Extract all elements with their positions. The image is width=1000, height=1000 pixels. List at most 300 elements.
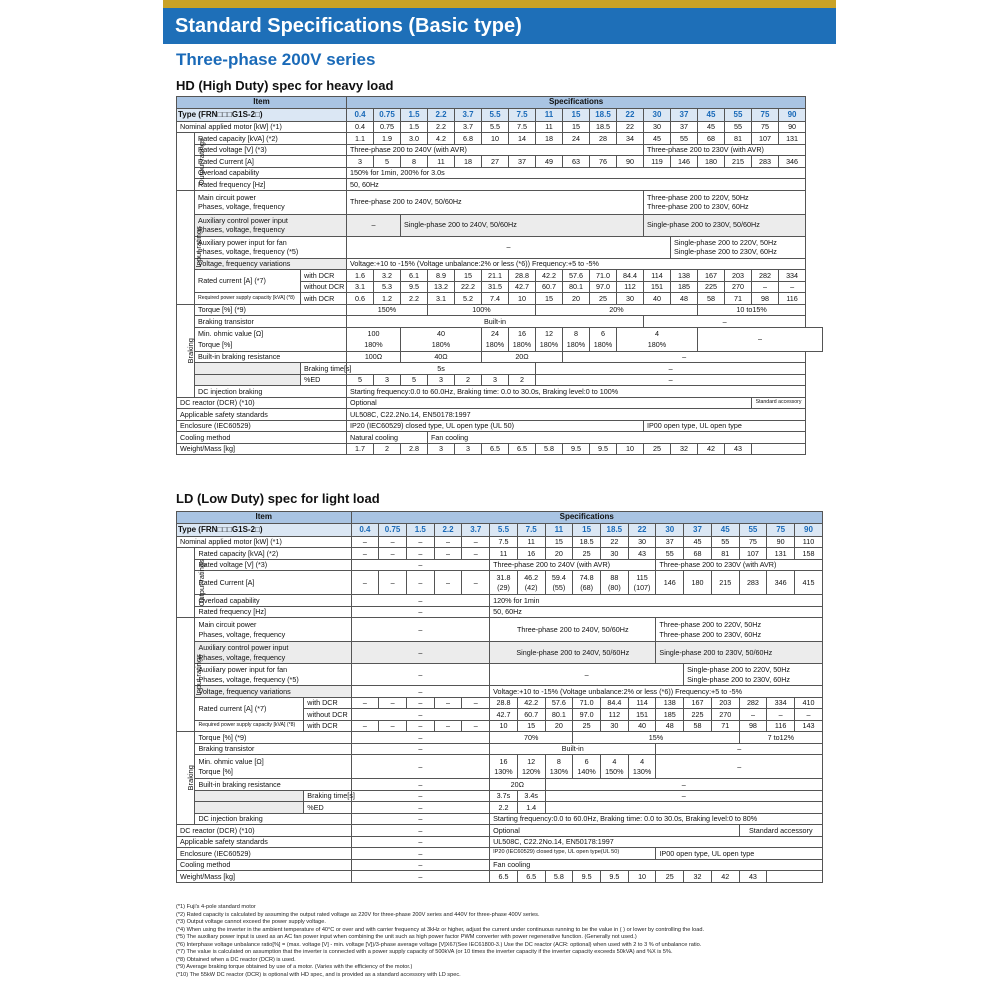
voltage-label: Rated voltage [V] (*3) bbox=[195, 559, 351, 571]
footnote: (*10) The 55kW DC reactor (DCR) is optional with HD spec, and is provided as a standard accessory with LD spec. bbox=[176, 971, 461, 978]
dcr-cell-b: Standard accessory bbox=[752, 397, 806, 409]
rc-cell: 60.7 bbox=[517, 709, 545, 721]
ed-cell: 2.2 bbox=[490, 802, 518, 814]
main-power-label bbox=[195, 190, 347, 214]
ohm-value: 16 bbox=[518, 329, 526, 339]
type-cell: 45 bbox=[711, 523, 739, 536]
current-derated: (55) bbox=[552, 582, 566, 592]
mass-row bbox=[177, 443, 823, 455]
input-ratings-label: Input ratings bbox=[193, 226, 203, 268]
type-cell: 0.4 bbox=[347, 108, 374, 121]
rc-cell: 80.1 bbox=[545, 709, 573, 721]
torque-cell-b: 15% bbox=[573, 732, 739, 744]
enclosure-cell-b: IP00 open type, UL open type bbox=[656, 848, 823, 860]
motor-cell: 0.75 bbox=[374, 121, 401, 133]
req-cell: 0.6 bbox=[347, 293, 374, 305]
frequency-row bbox=[177, 179, 823, 191]
mass-empty-cell bbox=[767, 871, 823, 883]
rc-cell: 112 bbox=[617, 281, 644, 293]
fan-label-line1: Auxiliary power input for fan bbox=[198, 665, 288, 675]
rc-cell: 84.4 bbox=[617, 270, 644, 282]
rc-cell: 185 bbox=[671, 281, 698, 293]
capacity-cell: 131 bbox=[767, 548, 795, 560]
motor-row bbox=[177, 121, 823, 133]
ohm-value: 8 bbox=[574, 329, 578, 339]
type-cell: 3.7 bbox=[462, 523, 490, 536]
ohm-torque: 140% bbox=[577, 767, 596, 776]
current-cell: 146 bbox=[671, 156, 698, 168]
mass-cell: 43 bbox=[739, 871, 767, 883]
mass-cell: 3 bbox=[455, 443, 482, 455]
mass-cell: 5.8 bbox=[536, 443, 563, 455]
capacity-cell: 25 bbox=[573, 548, 601, 560]
type-cell: 37 bbox=[684, 523, 712, 536]
without-dcr-label: without DCR bbox=[304, 709, 351, 721]
rc-cell: – bbox=[752, 281, 779, 293]
dc-braking-cell: Starting frequency:0.0 to 60.0Hz, Braking time: 0.0 to 30.0s, Braking level:0 to 100% bbox=[347, 386, 806, 398]
ohm-cell bbox=[490, 755, 518, 779]
capacity-cell: 24 bbox=[563, 133, 590, 145]
fan-b-line2: Single-phase 200 to 230V, 60Hz bbox=[687, 674, 790, 684]
motor-cell: 90 bbox=[779, 121, 806, 133]
fan-power-row bbox=[177, 236, 823, 258]
mass-cell: 9.5 bbox=[563, 443, 590, 455]
type-cell: 22 bbox=[628, 523, 656, 536]
rc-cell: 57.6 bbox=[545, 697, 573, 709]
safety-label: Applicable safety standards bbox=[177, 836, 352, 848]
main-power-label-line2: Phases, voltage, frequency bbox=[198, 202, 285, 211]
ohm-cell bbox=[401, 327, 482, 351]
dash-cell: – bbox=[351, 743, 490, 755]
motor-cell: – bbox=[434, 536, 462, 548]
voltage-label: Rated voltage [V] (*3) bbox=[195, 144, 347, 156]
main-power-b-line2: Three-phase 200 to 230V, 60Hz bbox=[647, 202, 749, 211]
vf-label: Voltage, frequency variations bbox=[195, 258, 347, 270]
capacity-cell: 68 bbox=[698, 133, 725, 145]
capacity-cell: 55 bbox=[671, 133, 698, 145]
req-cell: 15 bbox=[517, 720, 545, 732]
current-derated: (29) bbox=[497, 582, 510, 592]
main-power-label-line1: Main circuit power bbox=[198, 620, 257, 630]
capacity-cell: 3.0 bbox=[401, 133, 428, 145]
dash-cell: – bbox=[462, 571, 490, 595]
ohm-torque: 180% bbox=[364, 339, 383, 349]
bres-cell: 100Ω bbox=[347, 351, 401, 363]
mass-cell: 6.5 bbox=[482, 443, 509, 455]
type-cell: 15 bbox=[563, 108, 590, 121]
req-cell: 30 bbox=[600, 720, 628, 732]
fan-label-line2: Phases, voltage, frequency (*5) bbox=[198, 247, 299, 256]
cooling-label: Cooling method bbox=[177, 432, 347, 444]
mass-cell: 25 bbox=[644, 443, 671, 455]
type-cell: 7.5 bbox=[517, 523, 545, 536]
req-cell: 25 bbox=[573, 720, 601, 732]
req-cell: 143 bbox=[795, 720, 823, 732]
ed-dash-cell: – bbox=[536, 374, 806, 386]
mass-cell: 6.5 bbox=[490, 871, 518, 883]
enclosure-cell-b: IP00 open type, UL open type bbox=[644, 420, 806, 432]
capacity-cell: 20 bbox=[545, 548, 573, 560]
footnotes bbox=[176, 904, 826, 979]
type-label: Type (FRN□□□G1S-2□) bbox=[177, 523, 352, 536]
type-cell: 18.5 bbox=[600, 523, 628, 536]
type-cell: 5.5 bbox=[490, 523, 518, 536]
ed-label: %ED bbox=[301, 374, 347, 386]
with-dcr-label: with DCR bbox=[301, 293, 347, 305]
motor-cell: 75 bbox=[752, 121, 779, 133]
capacity-cell: 131 bbox=[779, 133, 806, 145]
ohm-torque: 130% bbox=[632, 767, 652, 776]
bres-dash-cell: – bbox=[545, 779, 822, 791]
rc-cell: 138 bbox=[671, 270, 698, 282]
rc-cell: 185 bbox=[656, 709, 684, 721]
mass-cell: 43 bbox=[725, 443, 752, 455]
req-cell: 48 bbox=[671, 293, 698, 305]
ohm-value: 100 bbox=[367, 329, 380, 339]
capacity-cell: – bbox=[462, 548, 490, 560]
series-title: Three-phase 200V series bbox=[176, 50, 376, 69]
rc-cell: 80.1 bbox=[563, 281, 590, 293]
motor-cell: 45 bbox=[684, 536, 712, 548]
ohm-value: 40 bbox=[437, 329, 445, 339]
req-cell: 5.2 bbox=[455, 293, 482, 305]
enclosure-cell-a: IP20 (IEC60529) closed type, UL open type(UL 50) bbox=[490, 848, 656, 860]
dash-cell: – bbox=[351, 848, 490, 860]
req-cell: 71 bbox=[711, 720, 739, 732]
rc-cell: 334 bbox=[779, 270, 806, 282]
rc-cell: 5.3 bbox=[374, 281, 401, 293]
braking-time-label: Braking time[s] bbox=[301, 363, 347, 375]
transistor-cell-b: – bbox=[656, 743, 823, 755]
capacity-cell: 107 bbox=[752, 133, 779, 145]
output-ratings-label: Output ratings bbox=[196, 137, 206, 185]
req-cell: 116 bbox=[767, 720, 795, 732]
current-value: 88 bbox=[610, 573, 619, 583]
ohm-dash-cell: – bbox=[656, 755, 823, 779]
ed-cell: 5 bbox=[347, 374, 374, 386]
ohm-torque: 130% bbox=[549, 767, 569, 776]
braking-time-row bbox=[177, 790, 823, 802]
ohm-cell bbox=[509, 327, 536, 351]
frequency-cell: 50, 60Hz bbox=[347, 179, 806, 191]
type-cell: 18.5 bbox=[590, 108, 617, 121]
motor-cell: – bbox=[406, 536, 434, 548]
required-capacity-row bbox=[177, 720, 823, 732]
dash-cell: – bbox=[351, 571, 379, 595]
fan-b-line1: Single-phase 200 to 220V, 50Hz bbox=[674, 237, 777, 247]
capacity-cell: 10 bbox=[482, 133, 509, 145]
rc-cell: – bbox=[739, 709, 767, 721]
rc-cell: 114 bbox=[644, 270, 671, 282]
transistor-label: Braking transistor bbox=[195, 743, 351, 755]
rc-cell: 71.0 bbox=[590, 270, 617, 282]
current-derated: (107) bbox=[633, 582, 651, 592]
ohm-torque: 180% bbox=[593, 339, 613, 349]
rc-cell: 270 bbox=[711, 709, 739, 721]
transistor-label: Braking transistor bbox=[195, 316, 347, 328]
fan-b-line2: Single-phase 200 to 230V, 60Hz bbox=[674, 247, 777, 256]
current-cell: 180 bbox=[698, 156, 725, 168]
transistor-cell-a: Built-in bbox=[347, 316, 644, 328]
req-cell: 58 bbox=[684, 720, 712, 732]
req-cell: 116 bbox=[779, 293, 806, 305]
ohm-value: 4 bbox=[655, 329, 659, 339]
dcr-row bbox=[177, 825, 823, 837]
torque-cell-d: 10 to15% bbox=[698, 304, 806, 316]
ohm-cell bbox=[347, 327, 401, 351]
type-row bbox=[177, 108, 823, 121]
dash-cell: – bbox=[351, 779, 490, 791]
dc-braking-label: DC injection braking bbox=[195, 813, 351, 825]
mass-cell: 32 bbox=[684, 871, 712, 883]
ed-cell: 3 bbox=[428, 374, 455, 386]
type-cell: 5.5 bbox=[482, 108, 509, 121]
with-dcr-label: with DCR bbox=[304, 697, 351, 709]
motor-cell: 1.5 bbox=[401, 121, 428, 133]
frequency-label: Rated frequency [Hz] bbox=[195, 606, 351, 618]
motor-label: Nominal applied motor [kW] (*1) bbox=[177, 121, 347, 133]
dash-cell: – bbox=[406, 720, 434, 732]
voltage-row bbox=[177, 559, 823, 571]
capacity-label: Rated capacity [kVA] (*2) bbox=[195, 548, 351, 560]
dash-cell: – bbox=[434, 571, 462, 595]
torque-label: Torque [%] (*9) bbox=[195, 304, 347, 316]
vf-row bbox=[177, 686, 823, 698]
ohm-label-line1: Min. ohmic value [Ω] bbox=[198, 756, 264, 766]
rc-cell: 28.8 bbox=[490, 697, 518, 709]
voltage-cell-b: Three-phase 200 to 230V (with AVR) bbox=[656, 559, 823, 571]
capacity-cell: 28 bbox=[590, 133, 617, 145]
fan-cell-b bbox=[671, 236, 806, 258]
fan-cell-b bbox=[684, 664, 823, 686]
mass-cell: 2.8 bbox=[401, 443, 428, 455]
motor-cell: 37 bbox=[671, 121, 698, 133]
vf-cell: Voltage:+10 to -15% (Voltage unbalance:2% or less (*6)) Frequency:+5 to -5% bbox=[347, 258, 806, 270]
table-header-row bbox=[177, 512, 823, 524]
braking-time-label: Braking time[s] bbox=[304, 790, 351, 802]
overload-cell: 150% for 1min, 200% for 3.0s bbox=[347, 167, 806, 179]
current-cell: 119 bbox=[644, 156, 671, 168]
rc-cell: 97.0 bbox=[573, 709, 601, 721]
req-cell: 10 bbox=[509, 293, 536, 305]
ed-cell: 2 bbox=[509, 374, 536, 386]
dash-cell: – bbox=[379, 571, 407, 595]
main-power-b-line2: Three-phase 200 to 230V, 60Hz bbox=[659, 629, 762, 639]
type-cell: 30 bbox=[656, 523, 684, 536]
ohm-torque: 180% bbox=[485, 339, 505, 349]
capacity-cell: – bbox=[406, 548, 434, 560]
current-cell: 346 bbox=[767, 571, 795, 595]
current-cell: 63 bbox=[563, 156, 590, 168]
spec-header: Specifications bbox=[347, 97, 806, 109]
capacity-cell: – bbox=[434, 548, 462, 560]
type-cell: 2.2 bbox=[434, 523, 462, 536]
safety-cell: UL508C, C22.2No.14, EN50178:1997 bbox=[347, 409, 806, 421]
type-label: Type (FRN□□□G1S-2□) bbox=[177, 108, 347, 121]
torque-row bbox=[177, 732, 823, 744]
ohm-label-line2: Torque [%] bbox=[198, 339, 233, 349]
voltage-cell-b: Three-phase 200 to 230V (with AVR) bbox=[644, 144, 806, 156]
main-power-cell-a: Three-phase 200 to 240V, 50/60Hz bbox=[490, 618, 656, 642]
footnote: (*2) Rated capacity is calculated by assuming the output rated voltage as 220V for three-phase 200V series and 440V for three-phase 400V series. bbox=[176, 911, 540, 918]
ohm-value: 12 bbox=[545, 329, 553, 339]
main-power-label-line1: Main circuit power bbox=[198, 192, 256, 202]
dcr-row bbox=[177, 397, 823, 409]
item-header: Item bbox=[177, 97, 347, 109]
rc-cell: 3.2 bbox=[374, 270, 401, 282]
motor-cell: 7.5 bbox=[509, 121, 536, 133]
mass-label: Weight/Mass [kg] bbox=[177, 871, 352, 883]
capacity-cell: 14 bbox=[509, 133, 536, 145]
cooling-cell-a: Natural cooling bbox=[347, 432, 428, 444]
dash-cell: – bbox=[351, 732, 490, 744]
aux-dash-cell: – bbox=[347, 214, 401, 236]
ohm-torque: 180% bbox=[512, 339, 532, 349]
btime-cell: 3.4s bbox=[517, 790, 545, 802]
fan-label-line2: Phases, voltage, frequency (*5) bbox=[198, 674, 299, 684]
capacity-cell: 1.1 bbox=[347, 133, 374, 145]
transistor-cell-b: – bbox=[644, 316, 806, 328]
transistor-row bbox=[177, 316, 823, 328]
motor-cell: 7.5 bbox=[490, 536, 518, 548]
type-cell: 45 bbox=[698, 108, 725, 121]
rc-cell: 6.1 bbox=[401, 270, 428, 282]
ohm-cell bbox=[517, 755, 545, 779]
capacity-cell: 45 bbox=[644, 133, 671, 145]
type-cell: 55 bbox=[739, 523, 767, 536]
dash-cell: – bbox=[351, 825, 490, 837]
dash-cell: – bbox=[406, 571, 434, 595]
ed-row bbox=[177, 374, 823, 386]
bres-cell: 20Ω bbox=[490, 779, 545, 791]
capacity-cell: 107 bbox=[739, 548, 767, 560]
rc-cell: 225 bbox=[698, 281, 725, 293]
current-cell: 3 bbox=[347, 156, 374, 168]
safety-label: Applicable safety standards bbox=[177, 409, 347, 421]
mass-cell: 3 bbox=[428, 443, 455, 455]
rc-cell: 84.4 bbox=[600, 697, 628, 709]
req-cell: 48 bbox=[656, 720, 684, 732]
capacity-cell: 6.8 bbox=[455, 133, 482, 145]
capacity-cell: 30 bbox=[600, 548, 628, 560]
aux-label-line1: Auxiliary control power input bbox=[198, 643, 289, 653]
mass-cell: 6.5 bbox=[509, 443, 536, 455]
type-cell: 37 bbox=[671, 108, 698, 121]
capacity-cell: 158 bbox=[795, 548, 823, 560]
dash-cell: – bbox=[351, 813, 490, 825]
rc-cell: 57.6 bbox=[563, 270, 590, 282]
dash-cell: – bbox=[434, 697, 462, 709]
current-cell: 49 bbox=[536, 156, 563, 168]
type-cell: 75 bbox=[767, 523, 795, 536]
main-power-cell-b bbox=[656, 618, 823, 642]
spacer-cell bbox=[195, 374, 301, 386]
motor-cell: 2.2 bbox=[428, 121, 455, 133]
dcr-cell-b: Standard accessory bbox=[739, 825, 822, 837]
dash-cell: – bbox=[351, 720, 379, 732]
current-label: Rated Current [A] bbox=[195, 156, 347, 168]
dash-cell: – bbox=[379, 720, 407, 732]
frequency-row bbox=[177, 606, 823, 618]
main-power-row bbox=[177, 618, 823, 642]
overload-cell: 120% for 1min bbox=[490, 595, 823, 607]
rated-current-label: Rated current [A] (*7) bbox=[195, 697, 304, 720]
rc-cell: 151 bbox=[628, 709, 656, 721]
torque-cell-c: 7 to12% bbox=[739, 732, 822, 744]
current-derated: (68) bbox=[580, 582, 594, 592]
mass-cell: 5.8 bbox=[545, 871, 573, 883]
current-cell bbox=[628, 571, 656, 595]
ohm-cell bbox=[545, 755, 573, 779]
aux-label-line2: Phases, voltage, frequency bbox=[198, 652, 286, 662]
mass-cell: 10 bbox=[628, 871, 656, 883]
frequency-label: Rated frequency [Hz] bbox=[195, 179, 347, 191]
voltage-row bbox=[177, 144, 823, 156]
dash-cell: – bbox=[351, 871, 490, 883]
current-cell: 11 bbox=[428, 156, 455, 168]
hd-spec-table bbox=[176, 96, 823, 455]
fan-dash-cell: – bbox=[347, 236, 671, 258]
overload-label: Overload capability bbox=[195, 167, 347, 179]
mass-cell: 32 bbox=[671, 443, 698, 455]
rated-current-label: Rated current [A] (*7) bbox=[195, 270, 301, 293]
ohm-row bbox=[177, 327, 823, 351]
footnote: (*5) The auxiliary power input is used as an AC fan power input when combining the unit such as high power factor PWM converter with power regenerative function. (Generally not used.) bbox=[176, 934, 637, 940]
current-cell: 346 bbox=[779, 156, 806, 168]
btime-cell: 3.7s bbox=[490, 790, 518, 802]
dash-cell: – bbox=[434, 720, 462, 732]
ohm-cell bbox=[573, 755, 601, 779]
dc-braking-row bbox=[177, 386, 823, 398]
required-capacity-label: Required power supply capacity [kVA] (*8) bbox=[195, 720, 304, 732]
dcr-cell-a: Optional bbox=[490, 825, 739, 837]
dash-cell: – bbox=[490, 664, 684, 686]
mass-cell: 9.5 bbox=[590, 443, 617, 455]
aux-cell-b: Single-phase 200 to 230V, 50/60Hz bbox=[644, 214, 806, 236]
braking-resistance-row bbox=[177, 779, 823, 791]
type-cell: 0.75 bbox=[379, 523, 407, 536]
current-cell: 283 bbox=[739, 571, 767, 595]
type-cell: 11 bbox=[536, 108, 563, 121]
rc-cell: – bbox=[795, 709, 823, 721]
ohm-value: 16 bbox=[499, 756, 508, 766]
fan-power-label bbox=[195, 236, 347, 258]
aux-power-label bbox=[195, 642, 351, 664]
enclosure-row bbox=[177, 848, 823, 860]
capacity-cell: 18 bbox=[536, 133, 563, 145]
req-cell: 7.4 bbox=[482, 293, 509, 305]
rated-current-with-row bbox=[177, 270, 823, 282]
footnote: (*6) Interphase voltage unbalance ratio[%] = (max. voltage [V] - min. voltage [V])/3-phase average voltage [V]X67(See IEC61800-3.) Use the DC reactor (ACR: optional) when used with 2 to 3 % of unbalance ratio. bbox=[176, 941, 702, 948]
rc-cell: 1.6 bbox=[347, 270, 374, 282]
type-cell: 11 bbox=[545, 523, 573, 536]
rc-cell: 282 bbox=[752, 270, 779, 282]
ohm-label bbox=[195, 327, 347, 351]
cooling-cell-b: Fan cooling bbox=[428, 432, 806, 444]
dc-braking-cell: Starting frequency:0.0 to 60.0Hz, Braking time: 0.0 to 30.0s, Braking level:0 to 80% bbox=[490, 813, 823, 825]
motor-cell: 11 bbox=[536, 121, 563, 133]
motor-row bbox=[177, 536, 823, 548]
motor-cell: 15 bbox=[545, 536, 573, 548]
main-power-label bbox=[195, 618, 351, 642]
braking-label: Braking bbox=[185, 337, 195, 364]
motor-cell: 30 bbox=[628, 536, 656, 548]
current-cell: 90 bbox=[617, 156, 644, 168]
main-power-b-line1: Three-phase 200 to 220V, 50Hz bbox=[647, 192, 749, 202]
cooling-row bbox=[177, 859, 823, 871]
req-cell: 20 bbox=[545, 720, 573, 732]
footnote: (*4) When using the inverter in the ambient temperature of 40°C or over and with carrier frequency at 3kHz or higher, adjust the current under continuous running to be the value in ( ) or lower by controlling the load. bbox=[176, 926, 705, 933]
